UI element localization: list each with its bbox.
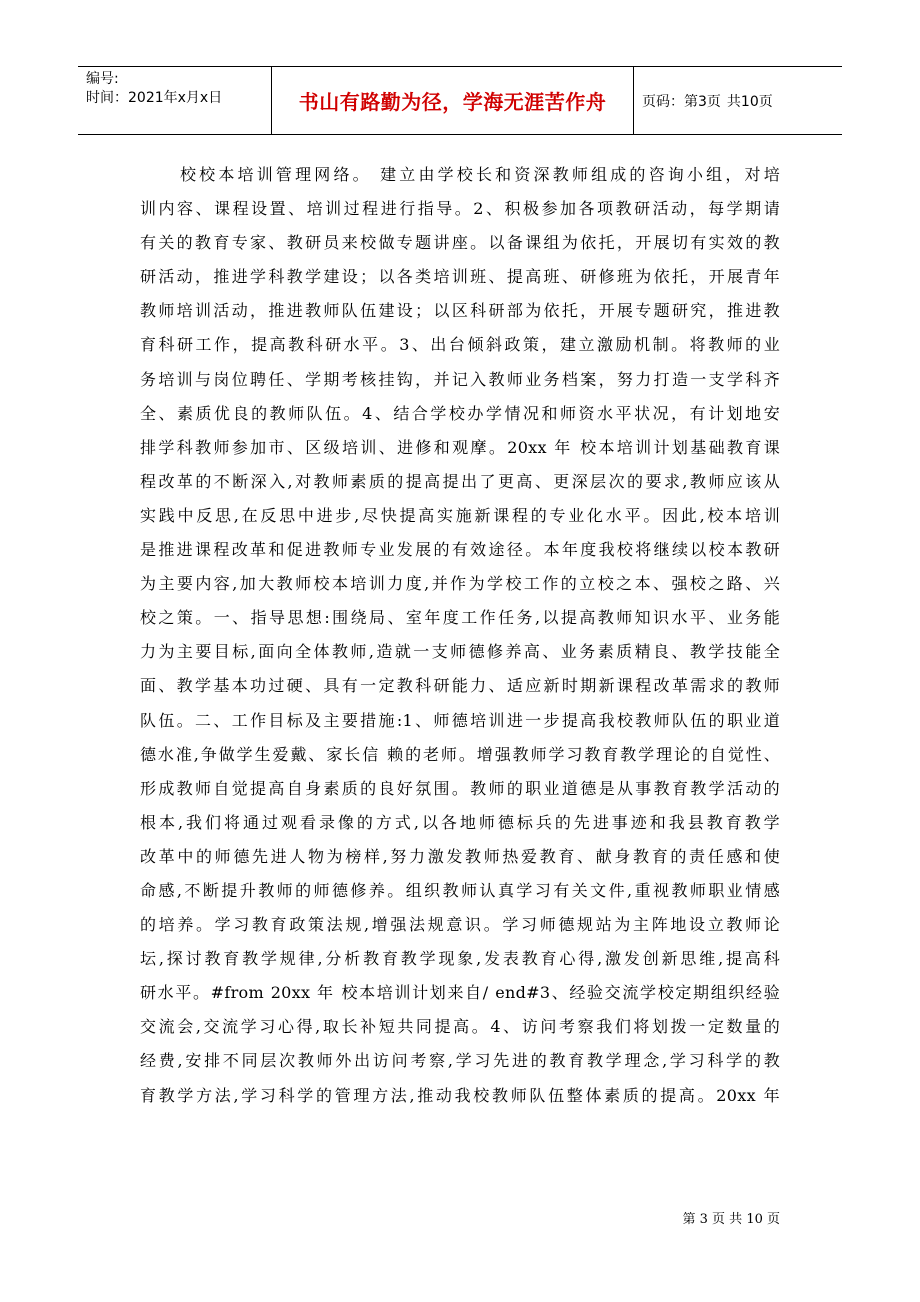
document-body [140, 158, 780, 1113]
body-line: 研活动，推进学科教学建设；以各类培训班、提高班、研修班为依托，开展青年 [140, 267, 780, 287]
body-line: 根本,我们将通过观看录像的方式,以各地师德标兵的先进事迹和我县教育教学 [140, 812, 780, 832]
body-line: 研水平。#from 20xx 年 校本培训计划来自/ end#3、经验交流学校定期组织经验 [140, 983, 780, 1003]
body-line: 全、素质优良的教师队伍。4、结合学校办学情况和师资水平状况，有计划地安 [140, 403, 780, 423]
body-line: 队伍。二、工作目标及主要措施:1、师德培训进一步提高我校教师队伍的职业道 [140, 710, 780, 730]
body-line: 有关的教育专家、教研员来校做专题讲座。以备课组为依托，开展切有实效的教 [140, 233, 780, 253]
body-line: 校校本培训管理网络。 建立由学校长和资深教师组成的咨询小组，对培 [180, 165, 780, 184]
body-line: 程改革的不断深入,对教师素质的提高提出了更高、更深层次的要求,教师应该从 [140, 471, 780, 491]
header-page-total: 共10页 [726, 93, 773, 110]
header-motto: 书山有路勤为径，学海无涯苦作舟 [272, 67, 634, 134]
body-line: 形成教师自觉提高自身素质的良好氛围。教师的职业道德是从事教育教学活动的 [140, 778, 780, 798]
body-line: 的培养。学习教育政策法规,增强法规意识。学习师德规站为主阵地设立教师论 [140, 915, 780, 935]
body-line: 育教学方法,学习科学的管理方法,推动我校教师队伍整体素质的提高。20xx 年 [140, 1085, 780, 1105]
document-date-label: 时间：2021年x月x日 [86, 90, 223, 106]
page-header [78, 66, 842, 135]
body-line: 是推进课程改革和促进教师专业发展的有效途径。本年度我校将继续以校本教研 [140, 540, 780, 560]
header-meta [78, 67, 272, 134]
body-line: 经费,安排不同层次教师外出访问考察,学习先进的教育教学理念,学习科学的教 [140, 1051, 780, 1071]
page-footer: 第 3 页 共 10 页 [682, 1212, 780, 1227]
body-line: 育科研工作，提高教科研水平。3、出台倾斜政策，建立激励机制。将教师的业 [140, 335, 780, 355]
body-line: 力为主要目标,面向全体教师,造就一支师德修养高、业务素质精良、教学技能全 [140, 642, 780, 662]
body-line: 务培训与岗位聘任、学期考核挂钩，并记入教师业务档案，努力打造一支学科齐 [140, 369, 780, 389]
body-line: 教师培训活动，推进教师队伍建设；以区科研部为依托，开展专题研究，推进教 [140, 301, 780, 321]
body-line: 坛,探讨教育教学规律,分析教育教学现象,发表教育心得,激发创新思维,提高科 [140, 949, 780, 969]
body-line: 排学科教师参加市、区级培训、进修和观摩。20xx 年 校本培训计划基础教育课 [140, 437, 780, 457]
body-line: 训内容、课程设置、培训过程进行指导。2、积极参加各项教研活动，每学期请 [140, 199, 780, 219]
body-line: 命感,不断提升教师的师德修养。组织教师认真学习有关文件,重视教师职业情感 [140, 880, 780, 900]
body-line: 面、教学基本功过硬、具有一定教科研能力、适应新时期新课程改革需求的教师 [140, 676, 780, 696]
body-line: 德水准,争做学生爱戴、家长信 赖的老师。增强教师学习教育教学理论的自觉性、 [140, 744, 780, 764]
header-page-info [634, 67, 842, 134]
header-page-number: 页码：第3页 [642, 93, 721, 110]
body-line: 交流会,交流学习心得,取长补短共同提高。4、访问考察我们将划拨一定数量的 [140, 1017, 780, 1037]
body-line: 为主要内容,加大教师校本培训力度,并作为学校工作的立校之本、强校之路、兴 [140, 574, 780, 594]
body-line: 实践中反思,在反思中进步,尽快提高实施新课程的专业化水平。因此,校本培训 [140, 505, 780, 525]
body-line: 校之策。一、指导思想:围绕局、室年度工作任务,以提高教师知识水平、业务能 [140, 608, 780, 628]
body-line: 改革中的师德先进人物为榜样,努力激发教师热爱教育、献身教育的责任感和使 [140, 846, 780, 866]
document-number-label: 编号: [86, 71, 119, 87]
